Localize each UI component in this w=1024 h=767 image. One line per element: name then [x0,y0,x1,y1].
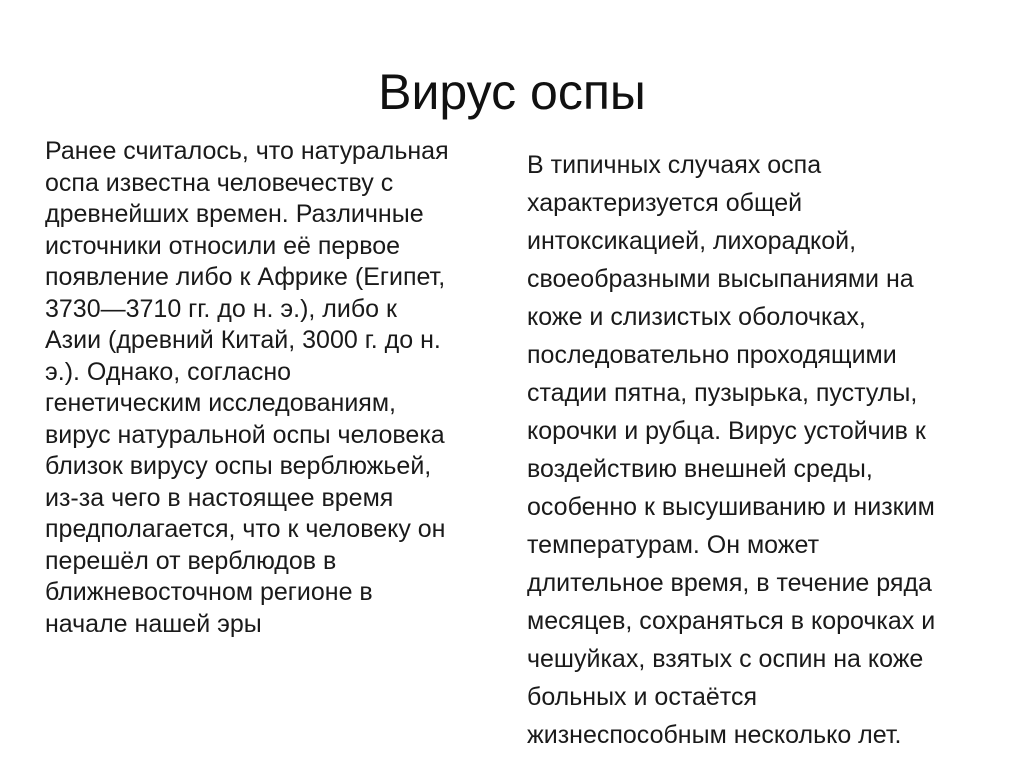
text-line: стадии пятна, пузырька, пустулы, [527,379,918,407]
text-line: своеобразными высыпаниями на [527,265,914,293]
slide-title: Вирус оспы [378,64,646,120]
text-line: близок вирусу оспы верблюжьей, [45,452,432,480]
text-line: В типичных случаях оспа [527,151,822,179]
text-line: Азии (древний Китай, 3000 г. до н. [45,326,441,354]
text-line: начале нашей эры [45,609,262,638]
left-text-column [45,136,515,640]
text-line: чешуйках, взятых с оспин на коже [527,645,924,673]
text-line: корочки и рубца. Вирус устойчив к [527,417,926,445]
text-line: последовательно проходящими [527,341,897,369]
text-line: перешёл от верблюдов в [45,546,337,575]
text-line: больных и остаётся [527,683,758,711]
text-line: 3730—3710 гг. до н. э.), либо к [45,294,397,323]
text-line: характеризуется общей [527,189,803,217]
text-line: Ранее считалось, что натуральная [45,137,449,165]
text-line: ближневосточном регионе в [45,578,373,606]
text-line: вирус натуральной оспы человека [45,420,445,449]
text-line: длительное время, в течение ряда [527,569,932,597]
text-line: появление либо к Африке (Египет, [45,263,446,291]
text-line: жизнеспособным несколько лет. [527,721,902,749]
text-line: предполагается, что к человеку он [45,515,446,543]
text-line: интоксикацией, лихорадкой, [527,227,857,255]
text-line: генетическим исследованиям, [45,389,396,417]
text-line: температурам. Он может [527,531,820,559]
text-line: коже и слизистых оболочках, [527,303,866,331]
right-text-column [527,146,1007,754]
text-line: древнейших времен. Различные [45,200,424,228]
text-line: э.). Однако, согласно [45,357,292,386]
text-line: особенно к высушиванию и низким [527,493,935,521]
text-line: источники относили её первое [45,231,401,260]
text-line: воздействию внешней среды, [527,455,873,483]
text-line: из-за чего в настоящее время [45,483,394,512]
text-line: оспа известна человечеству с [45,168,394,197]
text-line: месяцев, сохраняться в корочках и [527,607,936,635]
